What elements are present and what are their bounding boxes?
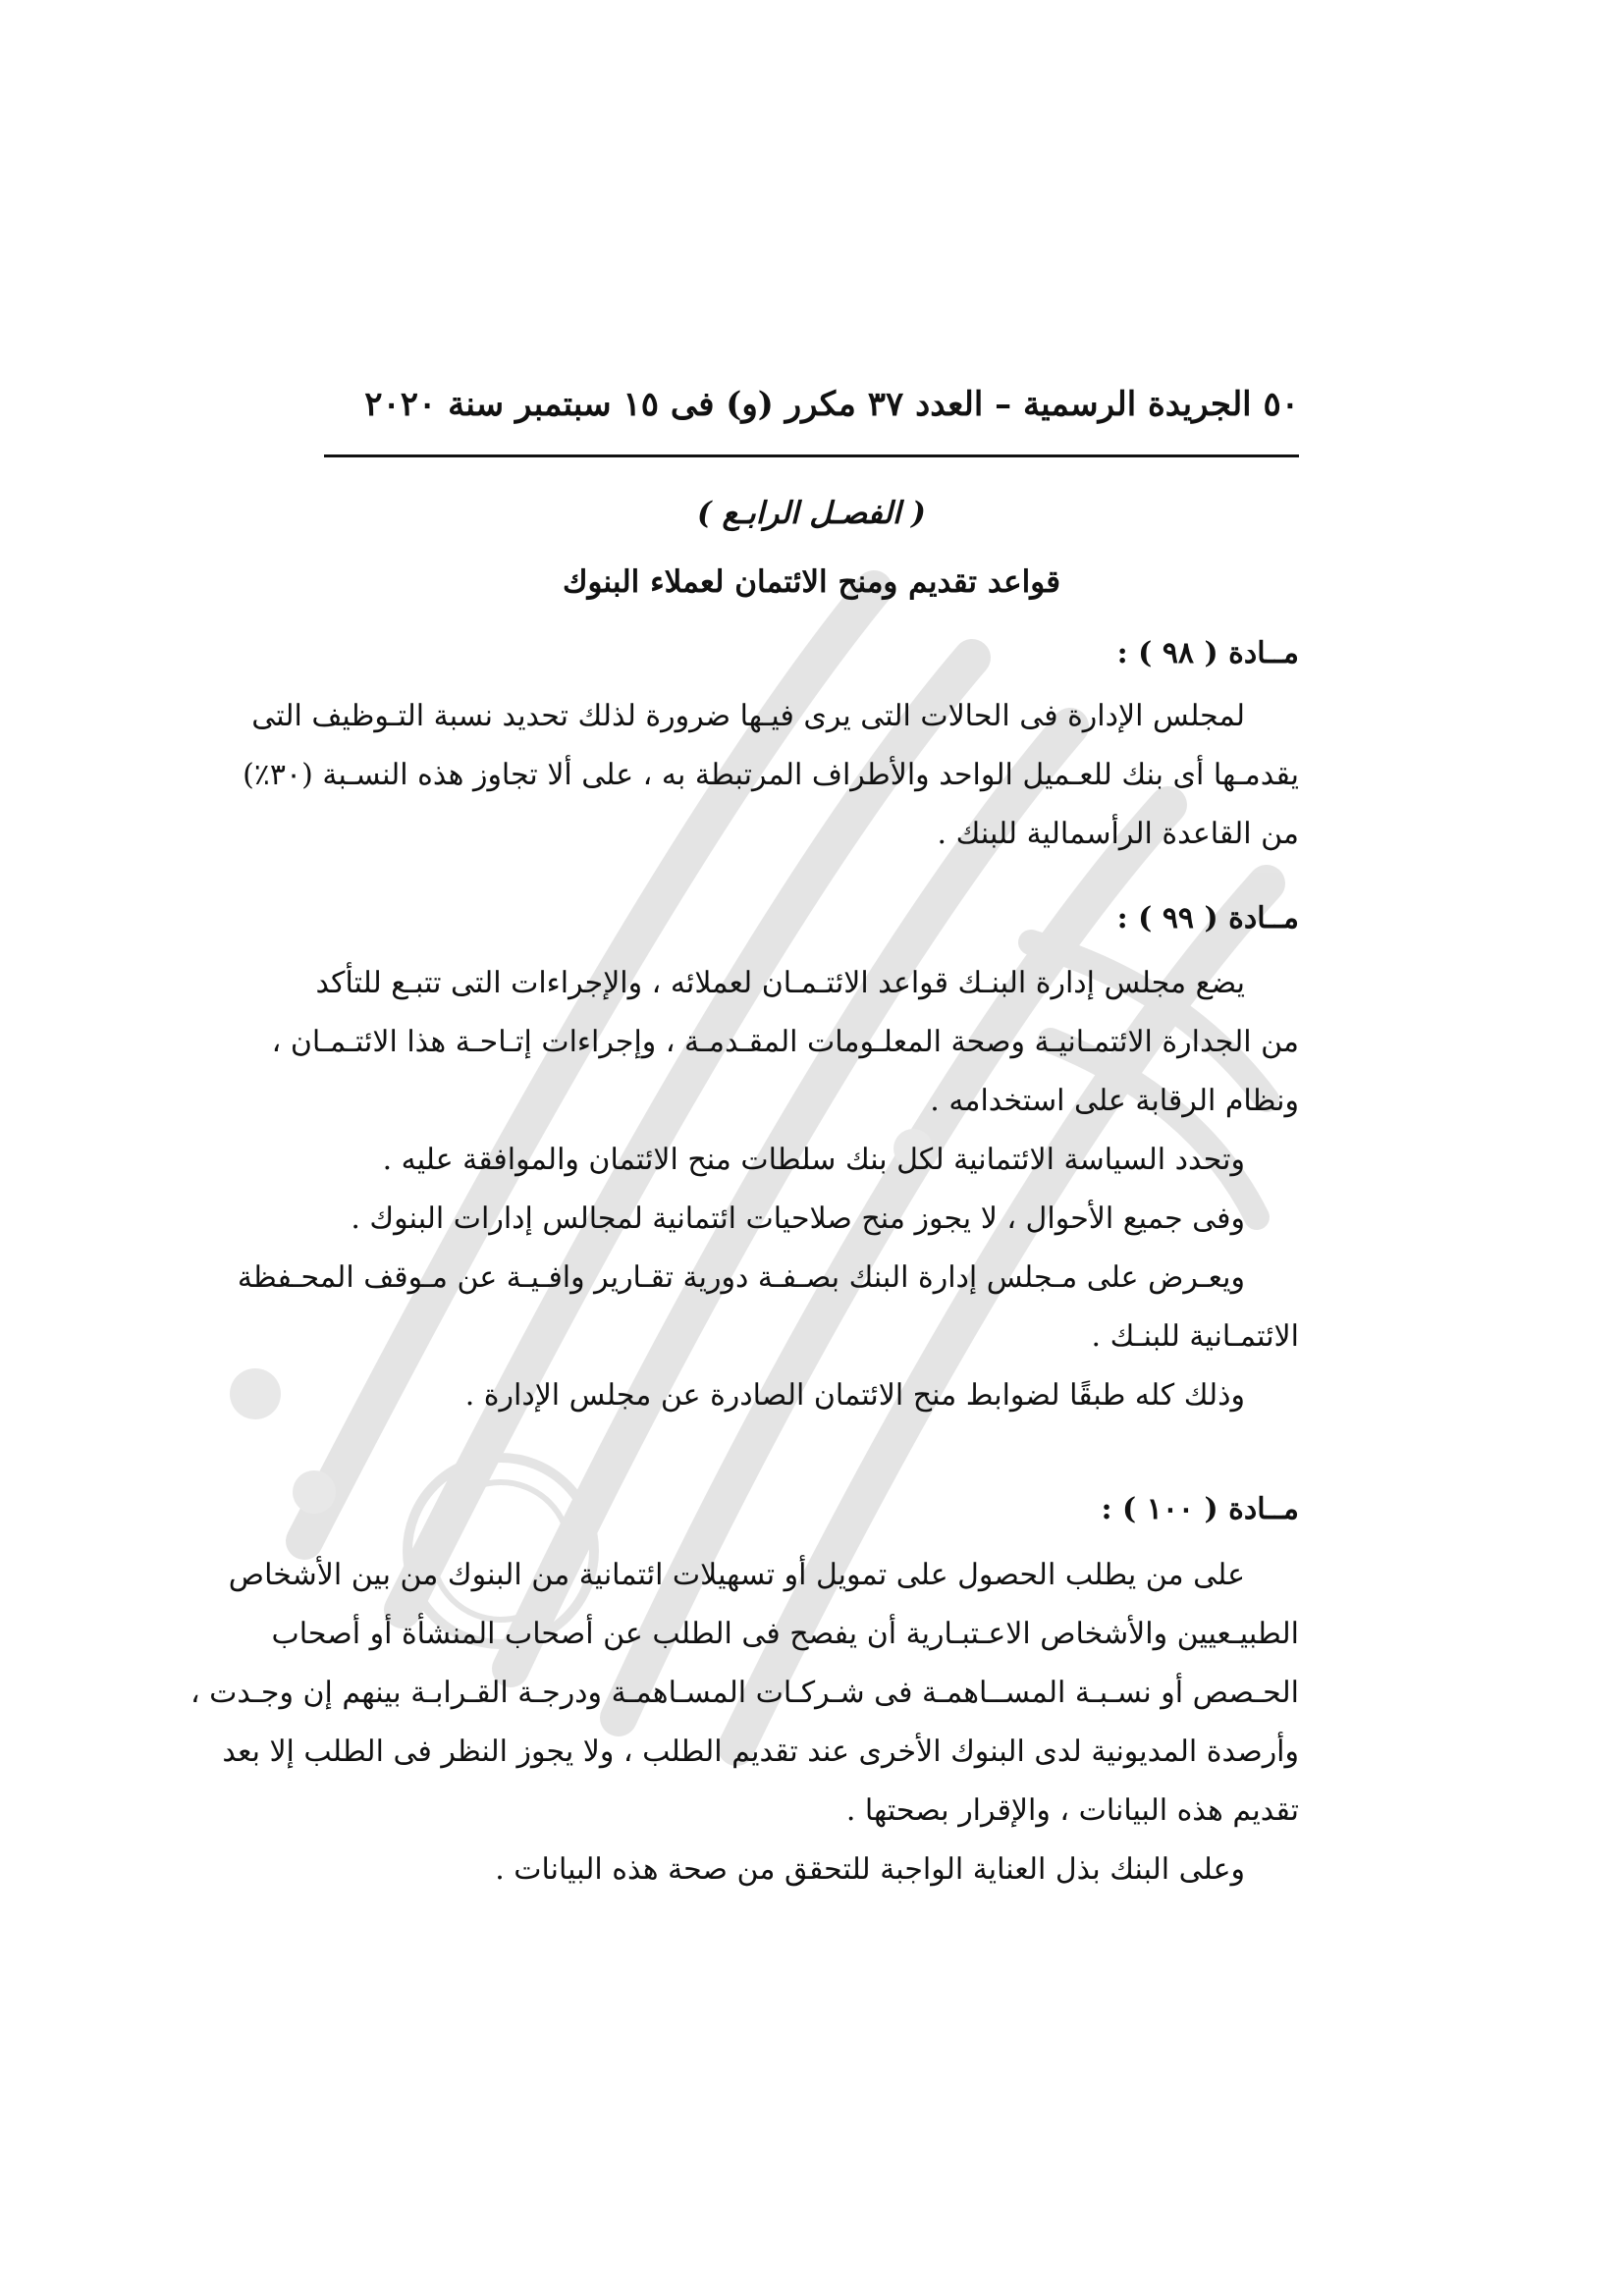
paragraph-line: ويعـرض على مـجلس إدارة البنك بصـفـة دورية تقـارير وافـيـة عن مـوقف المحـفظة [237, 1260, 1245, 1295]
paragraph-line: الطبيـعيين والأشخاص الاعـتبـارية أن يفصح فى الطلب عن أصحاب المنشأة أو أصحاب [271, 1617, 1299, 1651]
page-header: ٥٠ الجريدة الرسمية – العدد ٣٧ مكرر (و) فى ١٥ سبتمبر سنة ٢٠٢٠ [364, 385, 1299, 424]
paragraph-line: وتحدد السياسة الائتمانية لكل بنك سلطات منح الائتمان والموافقة عليه . [382, 1143, 1245, 1177]
paragraph-line: وفى جميع الأحوال ، لا يجوز منح صلاحيات ائتمانية لمجالس إدارات البنوك . [351, 1201, 1245, 1236]
article-99-body [237, 954, 1299, 1425]
article-100-heading: مــادة ( ١٠٠ ) : [1101, 1492, 1299, 1526]
paragraph-line: يقدمـها أى بنك للعـميل الواحد والأطراف المرتبطة به ، على ألا تجاوز هذه النسـبة (٣٠٪) [243, 758, 1299, 792]
article-99-heading: مــادة ( ٩٩ ) : [1116, 901, 1299, 935]
article-100-body [189, 1546, 1299, 1899]
paragraph-line: تقديم هذه البيانات ، والإقرار بصحتها . [845, 1793, 1299, 1828]
paragraph-line: يضع مجلس إدارة البنـك قواعد الائتـمـان لعملائه ، والإجراءات التى تتبـع للتأكد [315, 966, 1245, 1000]
paragraph-line: ونظام الرقابة على استخدامه . [930, 1084, 1299, 1118]
paragraph-line: وعلى البنك بذل العناية الواجبة للتحقق من صحة هذه البيانات . [495, 1852, 1245, 1887]
paragraph-line: الحـصص أو نسـبـة المســاهمـة فى شـركـات المسـاهمـة ودرجـة القـرابـة بينهم إن وجـدت ، [189, 1676, 1299, 1710]
paragraph-line: من الجدارة الائتمـانيـة وصحة المعلـومات المقـدمـة ، وإجراءات إتـاحـة هذا الائتـمـان ، [271, 1025, 1299, 1059]
paragraph-line: على من يطلب الحصول على تمويل أو تسهيلات ائتمانية من البنوك من بين الأشخاص [228, 1558, 1245, 1592]
article-98-heading: مــادة ( ٩٨ ) : [1116, 636, 1299, 670]
chapter-label: ( الفصـل الرابـع ) [697, 496, 926, 531]
chapter-title: قواعد تقديم ومنح الائتمان لعملاء البنوك [562, 564, 1061, 600]
header-divider [324, 454, 1299, 457]
article-98-body [243, 687, 1299, 864]
paragraph-line: الائتمـانية للبنـك . [1091, 1319, 1299, 1354]
paragraph-line: لمجلس الإدارة فى الحالات التى يرى فيـها ضرورة لذلك تحديد نسبة التـوظيف التى [251, 699, 1245, 733]
paragraph-line: وأرصدة المديونية لدى البنوك الأخرى عند تقديم الطلب ، ولا يجوز النظر فى الطلب إلا بعد [222, 1735, 1299, 1769]
paragraph-line: وذلك كله طبقًا لضوابط منح الائتمان الصادرة عن مجلس الإدارة . [464, 1378, 1245, 1413]
paragraph-line: من القاعدة الرأسمالية للبنك . [937, 817, 1299, 851]
